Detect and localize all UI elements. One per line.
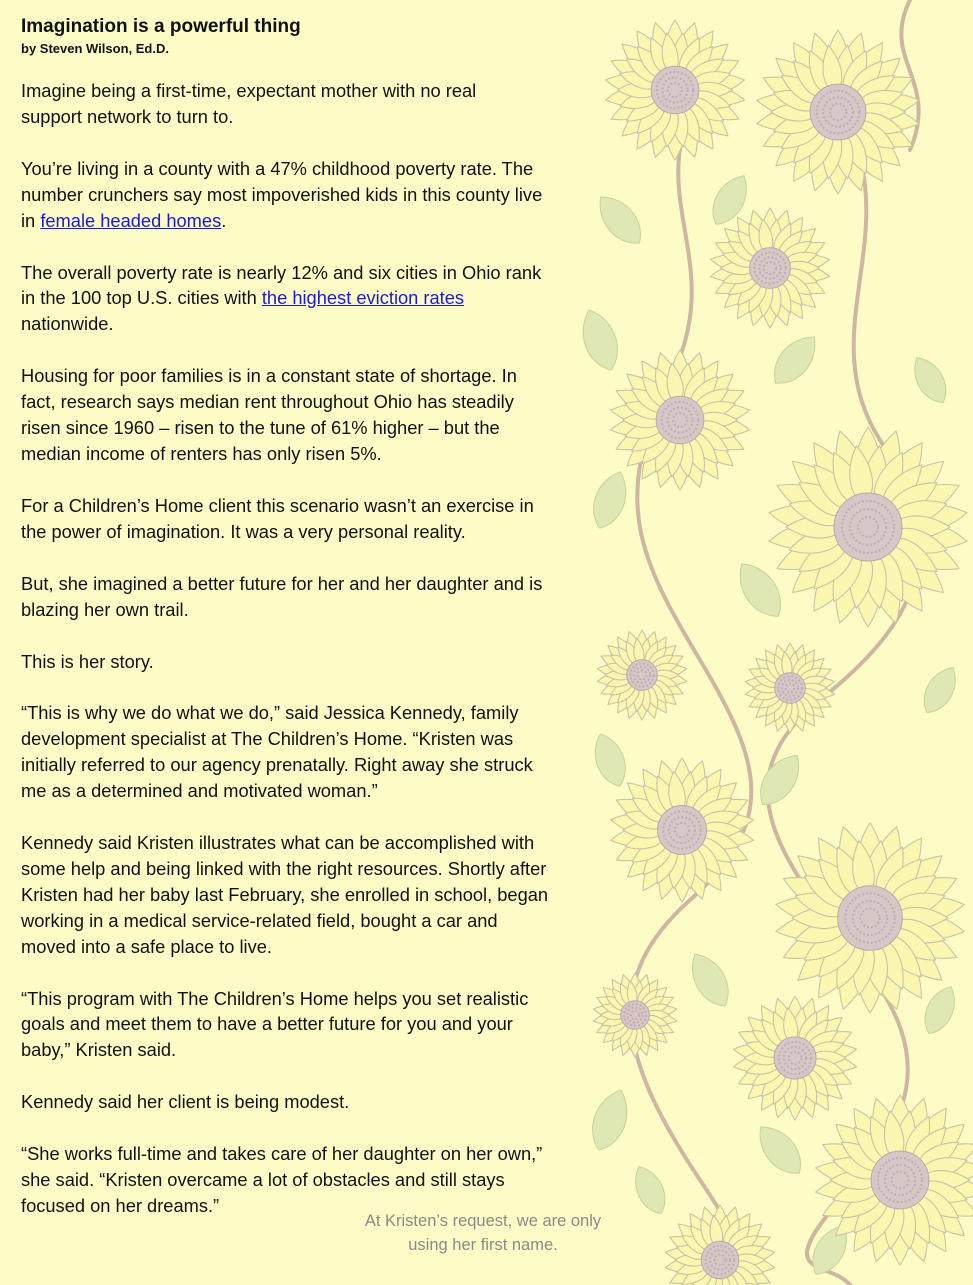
sunflower-decoration: [609, 758, 754, 902]
paragraph: [21, 260, 606, 338]
sunflower-decoration: [774, 823, 966, 1013]
sunflower-decoration: [609, 350, 750, 490]
leaf-decoration: [749, 1118, 810, 1183]
paragraph: This is her story.: [21, 650, 154, 672]
sunflower-decoration: [732, 996, 857, 1120]
paragraph: [21, 156, 606, 234]
sunflower-decoration: [755, 30, 920, 194]
article-title: Imagination is a powerful thing: [21, 16, 301, 37]
leaf-decoration: [704, 169, 756, 231]
sunflower-decoration: [709, 208, 830, 328]
leaf-decoration: [764, 328, 825, 393]
leaf-decoration: [916, 661, 964, 719]
female-headed-homes-link[interactable]: female headed homes: [40, 209, 222, 231]
article-byline: by Steven Wilson, Ed.D.: [21, 41, 169, 56]
leaf-decoration: [682, 947, 737, 1014]
leaf-decoration: [906, 351, 954, 409]
leaf-decoration: [628, 1161, 673, 1219]
paragraph: But, she imagined a better future for her and her daughter and is blazing her own trail.: [21, 572, 543, 620]
paragraph: “This program with The Children’s Home helps you set realistic goals and meet them to have a better future for you and your baby,” Kristen said.: [21, 987, 529, 1061]
paragraph: “This is why we do what we do,” said Jessica Kennedy, family development specialist at The Children’s Home. “Kristen was initially referred to our agency prenatally. Right away she struck me as a determined and motivated woman.”: [21, 702, 533, 802]
paragraph-text: The overall poverty rate is nearly 12% and six cities in Ohio rank in the 100 top U.S. cities with: [21, 261, 542, 309]
paragraph: For a Children’s Home client this scenario wasn’t an exercise in the power of imagination. It was a very personal reality.: [21, 494, 534, 542]
leaf-decoration: [918, 981, 963, 1039]
sunflower-decoration: [767, 427, 969, 627]
paragraph: Kennedy said her client is being modest.: [21, 1091, 350, 1113]
leaf-decoration: [751, 747, 809, 813]
sunflower-decoration: [665, 1205, 776, 1285]
name-privacy-note: At Kristen’s request, we are only using her first name.: [364, 1212, 602, 1254]
article: [21, 14, 606, 1245]
paragraph-text: You’re living in a county with a 47% childhood poverty rate. The number crunchers say most impoverished kids in this county live in: [21, 157, 543, 231]
paragraph-text: .: [221, 209, 227, 231]
paragraph: “She works full-time and takes care of her daughter on her own,” she said. “Kristen overcame a lot of obstacles and still stays focused on her dreams.”: [21, 1143, 543, 1216]
paragraph-text: nationwide.: [21, 313, 114, 335]
paragraph: Imagine being a first-time, expectant mother with no real support network to turn to.: [21, 80, 477, 127]
sunflower-decoration: [745, 643, 836, 733]
sunflower-vine-decoration: [580, 0, 973, 1285]
paragraph: Housing for poor families is in a constant state of shortage. In fact, research says median rent throughout Ohio has steadily risen since 1960 – risen to the tune of 61% higher – but the median income of renters has only risen 5%.: [21, 365, 517, 464]
sunflower-decoration: [604, 20, 745, 160]
paragraph: Kennedy said Kristen illustrates what can be accomplished with some help and being linked with the right resources. Shortly after Kristen had her baby last February, she enrolled in school, began working in a medical service-related field, bought a car and moved into a safe place to live.: [21, 832, 549, 957]
sunflower-decoration: [597, 630, 688, 720]
highest-eviction-rates-link[interactable]: the highest eviction rates: [261, 287, 465, 309]
